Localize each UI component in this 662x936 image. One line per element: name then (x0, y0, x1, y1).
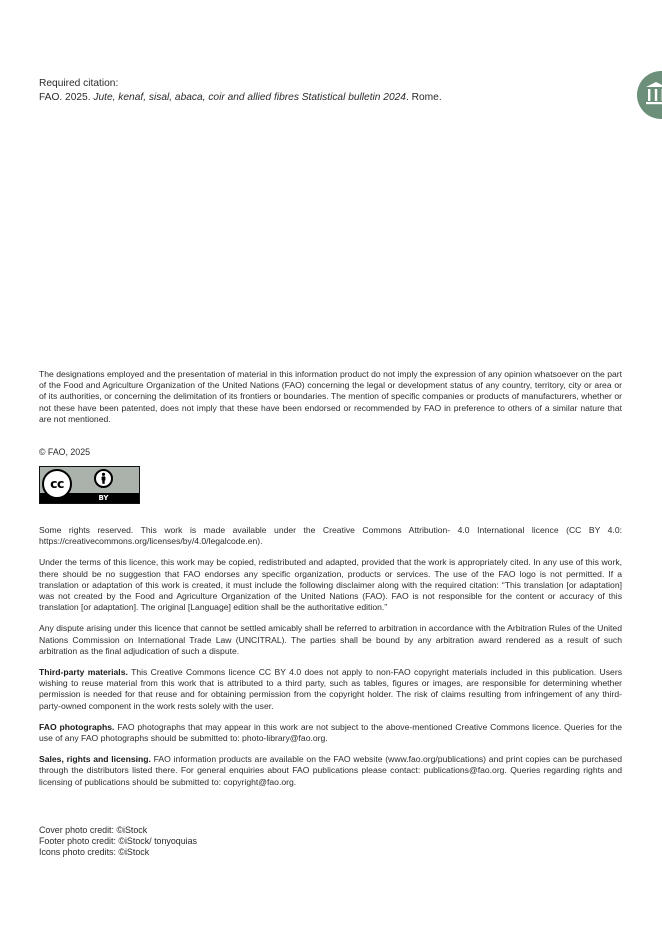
footer-photo-credit: Footer photo credit: ©iStock/ tonyoquias (39, 836, 197, 847)
building-columns-icon (637, 71, 662, 119)
dispute-paragraph: Any dispute arising under this licence that cannot be settled amicably shall be referred to arbitration in accordance with the Arbitration Rules of the United Nations Commission on International Trade Law (UNCITRAL). The parties shall be bound by any arbitration award rendered as a result of such arbitration as the final adjudication of such a dispute. (39, 623, 622, 656)
photographs-paragraph (39, 722, 622, 744)
photographs-text: FAO photographs that may appear in this work are not subject to the above-mentioned Creative Commons licence. Queries for the use of any FAO photographs should be submitted to: photo-library@fao.org. (39, 721, 623, 744)
terms-paragraph: Under the terms of this licence, this work may be copied, redistributed and adapted, provided that the work is appropriately cited. In any use of this work, there should be no suggestion that FAO endorses any specific organization, products or services. The use of the FAO logo is not permitted. If a translation or adaptation of this work is created, it must include the following disclaimer along with the required citation: “This translation [or adaptation] was not created by the Food and Agriculture Organization of the United Nations (FAO). FAO is not responsible for the content or accuracy of this translation [or adaptation]. The original [Language] edition shall be the authoritative edition.” (39, 557, 622, 613)
sales-text: FAO information products are available on the FAO website (www.fao.org/publications) and print copies can be purchased through the distributors listed there. For general enquiries about FAO publications please contact: publications@fao.org. Queries regarding rights and licensing of publications should be submitted to: copyright@fao.org. (39, 754, 622, 787)
photographs-heading: FAO photographs. (39, 721, 115, 732)
cover-photo-credit: Cover photo credit: ©iStock (39, 825, 148, 835)
citation-label: Required citation: (39, 78, 119, 89)
icons-photo-credit: Icons photo credits: ©iStock (39, 847, 150, 858)
columns-glyph (645, 81, 662, 105)
licence-terms (39, 525, 622, 798)
citation-prefix: FAO. 2025. (39, 91, 94, 103)
citation-text (39, 91, 629, 105)
required-citation (39, 77, 629, 104)
sales-paragraph (39, 754, 622, 788)
third-party-heading: Third-party materials. (39, 667, 128, 678)
citation-title: Jute, kenaf, sisal, abaca, coir and allied fibres Statistical bulletin 2024 (93, 91, 406, 103)
designations-disclaimer: The designations employed and the presentation of material in this information product do not imply the expression of any opinion whatsoever on the part of the Food and Agriculture Organization of the United Nations (FAO) concerning the legal or development status of any country, territory, city or area or of its authorities, or concerning the delimitation of its frontiers or boundaries. The mention of specific companies or products of manufacturers, whether or not these have been patented, does not imply that these have been endorsed or recommended by FAO in preference to others of a similar nature that are not mentioned. (39, 369, 622, 424)
sales-heading: Sales, rights and licensing. (39, 754, 151, 765)
third-party-text: This Creative Commons licence CC BY 4.0 does not apply to non-FAO copyright materials included in this publication. Users wishing to reuse material from this work that is attributed to a third party, such as tables, figures or images, are responsible for determining whether permission is needed for that reuse and for obtaining permission from the copyright holder. The risk of claims resulting from infringement of any third-party-owned component in the work rests solely with the user. (39, 667, 622, 711)
cc-by-license-badge (39, 466, 140, 504)
person-icon (94, 469, 113, 488)
third-party-paragraph (39, 667, 622, 712)
cc-logo-icon: cc (42, 469, 72, 499)
by-label: BY (98, 494, 109, 502)
rights-paragraph: Some rights reserved. This work is made available under the Creative Commons Attribution- 4.0 International licence (CC BY 4.0: https://creativecommons.org/licenses/by/4.0/legalcode.en). (39, 525, 622, 547)
citation-suffix: . Rome. (405, 91, 442, 103)
copyright-notice: © FAO, 2025 (39, 447, 90, 457)
photo-credits (39, 825, 197, 859)
person-glyph (96, 471, 111, 486)
